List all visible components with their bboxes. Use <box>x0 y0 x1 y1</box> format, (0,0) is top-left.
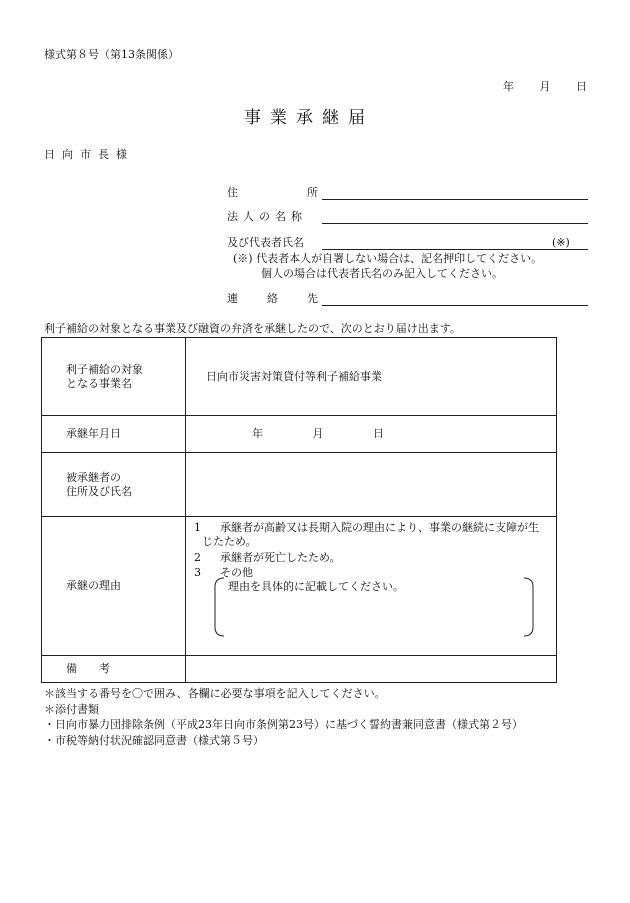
representative-field[interactable] <box>322 249 588 250</box>
date-day: 日 <box>373 427 384 441</box>
business-name-cell[interactable] <box>186 338 557 416</box>
business-name-value: 日向市災害対策貸付等利子補給事業 <box>206 369 382 383</box>
reason-2-number: 2 <box>194 551 201 564</box>
row-head-remarks: 備 考 <box>42 656 186 683</box>
succession-date-cell[interactable] <box>186 416 557 453</box>
reason-2-text: 承継者が死亡したため。 <box>220 551 341 564</box>
date-year: 年 <box>252 427 263 441</box>
row-head-line: 住所及び氏名 <box>66 484 132 498</box>
intro-text: 利子補給の対象となる事業及び融資の弁済を承継したので、次のとおり届け出ます。 <box>44 322 461 335</box>
reason-3-number: 3 <box>194 566 201 579</box>
corp-name-field[interactable] <box>322 223 588 224</box>
row-head-line: 被承継者の <box>66 471 121 485</box>
representative-label: 及び代表者氏名 <box>227 236 304 249</box>
contact-field[interactable] <box>322 305 588 306</box>
table-row <box>42 338 557 416</box>
contact-label-a: 連 <box>227 292 238 305</box>
contact-label <box>227 292 318 305</box>
footer-instruction: ＊該当する番号を〇で囲み、各欄に必要な事項を記入してください。 <box>44 687 386 700</box>
contact-label-c: 先 <box>307 292 318 305</box>
reason-3-note: 理由を具体的に記載してください。 <box>228 580 404 593</box>
row-head-date: 承継年月日 <box>42 416 186 453</box>
table-row <box>42 517 557 656</box>
table-row <box>42 453 557 517</box>
row-head-line: 利子補給の対象 <box>66 363 143 377</box>
footer-attachments-heading: ＊添付書類 <box>44 703 99 716</box>
address-label-b: 所 <box>307 186 318 199</box>
addressee: 日向市長様 <box>44 148 134 161</box>
individual-note: 個人の場合は代表者氏名のみ記入してください。 <box>261 267 503 280</box>
date-month-label: 月 <box>539 80 551 93</box>
date-header <box>503 80 587 93</box>
footer-attachment-2: ・市税等納付状況確認同意書（様式第５号） <box>44 734 264 747</box>
reason-cell[interactable] <box>186 517 557 656</box>
contact-label-b: 絡 <box>267 292 278 305</box>
address-label <box>227 186 318 199</box>
document-title: 事業承継届 <box>244 108 374 128</box>
row-head-line: となる事業名 <box>66 376 132 390</box>
date-month: 月 <box>312 427 324 441</box>
reason-1-number: 1 <box>194 521 201 534</box>
reason-3-text: その他 <box>220 566 253 579</box>
row-head-reason: 承継の理由 <box>42 517 186 656</box>
footer-attachment-1: ・日向市暴力団排除条例（平成23年日向市条例第23号）に基づく誓約書兼同意書（様式第２号） <box>44 718 523 731</box>
remarks-cell[interactable] <box>186 656 557 683</box>
corp-name-label: 法人の名称 <box>227 210 307 223</box>
table-row <box>42 656 557 683</box>
row-head-business <box>42 338 186 416</box>
reason-1-text: 承継者が高齢又は長期入院の理由により、事業の継続に支障が生 <box>220 521 539 534</box>
address-field[interactable] <box>322 199 588 200</box>
table-row <box>42 416 557 453</box>
predecessor-cell[interactable] <box>186 453 557 517</box>
date-day-label: 日 <box>576 80 587 93</box>
form-number: 様式第８号（第13条関係） <box>44 48 179 61</box>
reason-1-text-cont: じたため。 <box>202 535 257 548</box>
date-year-label: 年 <box>503 80 514 93</box>
representative-mark: (※) <box>552 236 570 249</box>
address-label-a: 住 <box>227 186 238 199</box>
row-head-predecessor <box>42 453 186 517</box>
succession-table <box>41 337 557 683</box>
signature-note: (※) 代表者本人が自署しない場合は、記名押印してください。 <box>233 252 543 265</box>
